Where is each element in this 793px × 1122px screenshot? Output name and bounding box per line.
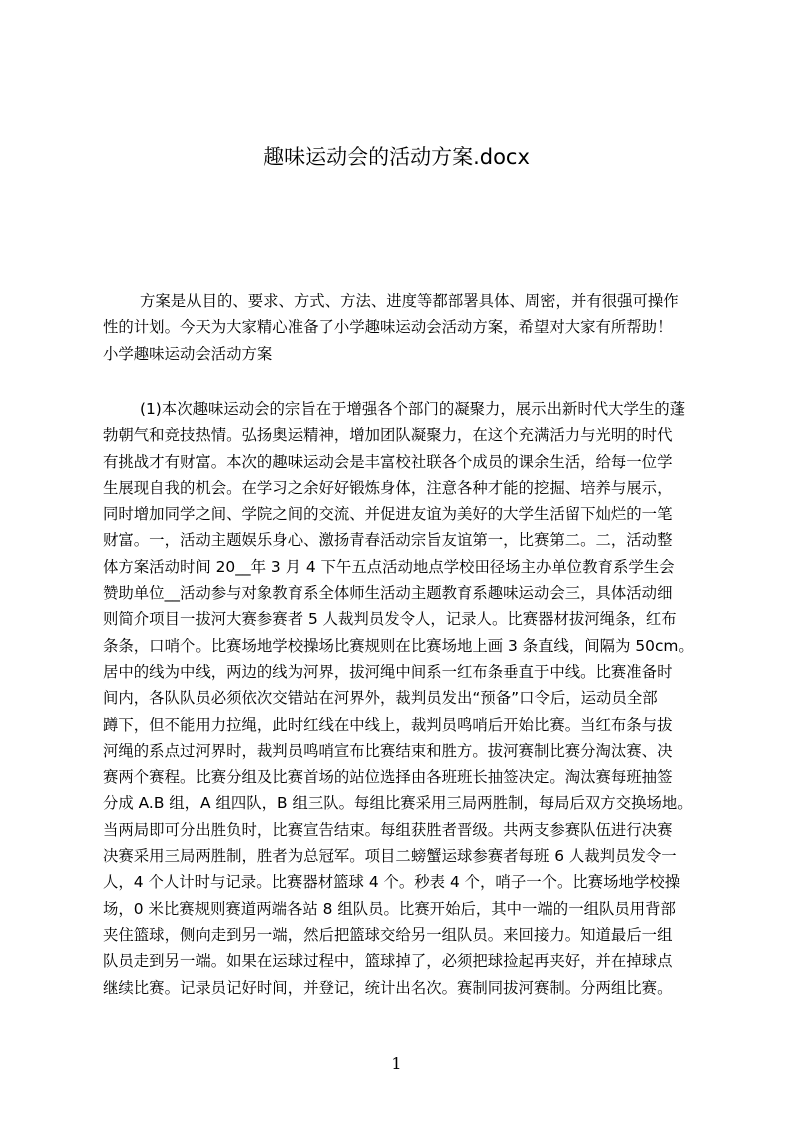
body-line: 当两局即可分出胜负时，比赛宣告结束。每组获胜者晋级。共两支参赛队伍进行决赛 bbox=[103, 820, 673, 839]
body-paragraph bbox=[103, 396, 703, 1001]
body-line: 则简介项目一拔河大赛参赛者 5 人裁判员发令人，记录人。比赛器材拔河绳条，红布 bbox=[103, 610, 677, 629]
body-line: 生展现自我的机会。在学习之余好好锻炼身体，注意各种才能的挖掘、培养与展示， bbox=[103, 478, 673, 497]
body-line: 继续比赛。记录员记好时间，并登记，统计出名次。赛制同拔河赛制。分两组比赛。 bbox=[103, 978, 673, 997]
body-line: 场，0 米比赛规则赛道两端各站 8 组队员。比赛开始后，其中一端的一组队员用背部 bbox=[103, 899, 676, 918]
page-number: 1 bbox=[391, 1054, 402, 1073]
body-line: 同时增加同学之间、学院之间的交流、并促进友谊为美好的大学生活留下灿烂的一笔 bbox=[103, 505, 673, 524]
body-line: 分成 A.B 组，A 组四队，B 组三队。每组比赛采用三局两胜制，每局后双方交换场地。 bbox=[103, 794, 693, 813]
intro-paragraph bbox=[103, 288, 703, 341]
body-line: 居中的线为中线，两边的线为河界，拔河绳中间系一红布条垂直于中线。比赛准备时 bbox=[103, 662, 673, 681]
body-line: 体方案活动时间 20__年 3 月 4 下午五点活动地点学校田径场主办单位教育系学生会 bbox=[103, 557, 675, 576]
intro-line: 方案是从目的、要求、方式、方法、进度等都部署具体、周密，并有很强可操作 bbox=[140, 292, 679, 310]
document-title: 趣味运动会的活动方案.docx bbox=[263, 145, 530, 169]
body-line: 蹲下，但不能用力拉绳，此时红线在中线上，裁判员鸣哨后开始比赛。当红布条与拔 bbox=[103, 715, 673, 734]
body-line: 勃朝气和竞技热情。弘扬奥运精神，增加团队凝聚力，在这个充满活力与光明的时代 bbox=[103, 426, 673, 445]
body-line: 人，4 个人计时与记录。比赛器材篮球 4 个。秒表 4 个，哨子一个。比赛场地学校操 bbox=[103, 873, 681, 892]
body-line: 夹住篮球，侧向走到另一端，然后把篮球交给另一组队员。来回接力。知道最后一组 bbox=[103, 925, 673, 944]
body-line: 河绳的系点过河界时，裁判员鸣哨宣布比赛结束和胜方。拔河赛制比赛分淘汰赛、决 bbox=[103, 741, 673, 760]
body-line: 队员走到另一端。如果在运球过程中，篮球掉了，必须把球捡起再夹好，并在掉球点 bbox=[103, 952, 673, 971]
body-line: 财富。一，活动主题娱乐身心、激扬青春活动宗旨友谊第一，比赛第二。二，活动整 bbox=[103, 531, 673, 550]
body-line: 有挑战才有财富。本次的趣味运动会是丰富校社联各个成员的课余生活，给每一位学 bbox=[103, 452, 673, 471]
body-line: 赛两个赛程。比赛分组及比赛首场的站位选择由各班班长抽签决定。淘汰赛每班抽签 bbox=[103, 768, 673, 787]
section-subtitle bbox=[103, 341, 703, 367]
body-line: 决赛采用三局两胜制，胜者为总冠军。项目二螃蟹运球参赛者每班 6 人裁判员发令一 bbox=[103, 847, 677, 866]
body-line: 赞助单位__活动参与对象教育系全体师生活动主题教育系趣味运动会三，具体活动细 bbox=[103, 584, 673, 603]
subtitle-text: 小学趣味运动会活动方案 bbox=[103, 345, 273, 363]
body-line: 间内，各队队员必须依次交错站在河界外，裁判员发出“预备”口令后，运动员全部 bbox=[103, 689, 658, 708]
intro-line: 性的计划。今天为大家精心准备了小学趣味运动会活动方案，希望对大家有所帮助！ bbox=[103, 318, 673, 337]
body-line: 条条，口哨个。比赛场地学校操场比赛规则在比赛场地上画 3 条直线，间隔为 50cm。 bbox=[103, 636, 694, 655]
body-line: (1)本次趣味运动会的宗旨在于增强各个部门的凝聚力，展示出新时代大学生的蓬 bbox=[140, 400, 686, 418]
